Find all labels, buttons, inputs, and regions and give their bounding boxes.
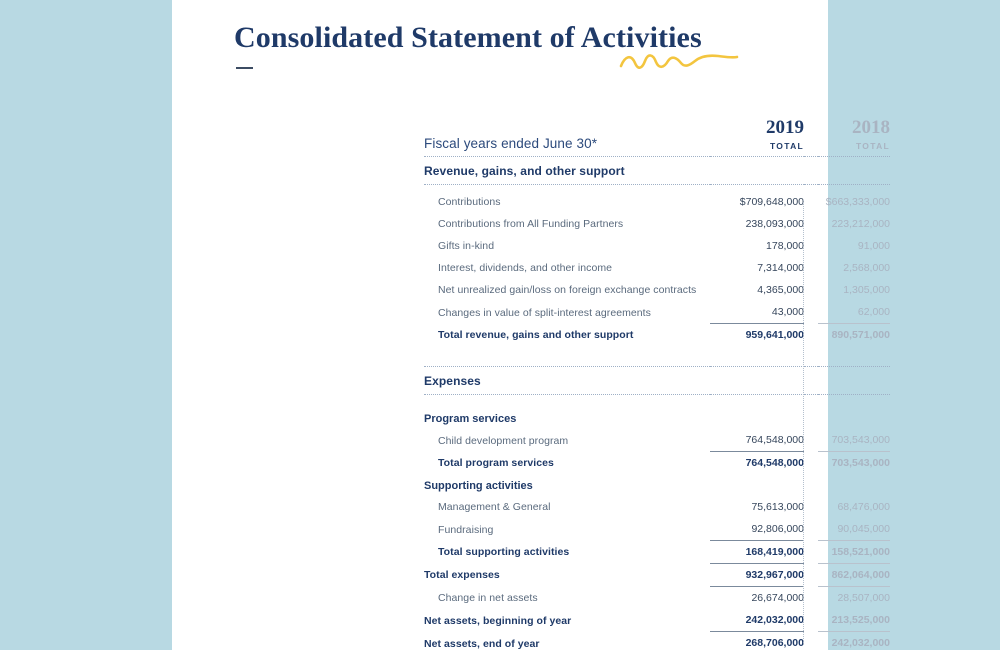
table-row: [424, 496, 890, 518]
table-header-row: [424, 118, 890, 156]
financial-statement-table: [424, 118, 890, 650]
row-value-2018: 62,000: [857, 306, 890, 319]
row-value-2018: 28,507,000: [837, 592, 890, 605]
row-value-2019: 168,419,000: [710, 541, 804, 564]
row-label: Change in net assets: [438, 592, 538, 605]
table-row-total: [424, 324, 890, 347]
row-label: Child development program: [438, 434, 569, 447]
row-label: Changes in value of split-interest agreements: [438, 306, 651, 319]
table-row: [424, 235, 890, 257]
table-row-total: [424, 564, 890, 587]
table-row-total: [424, 609, 890, 632]
row-value-2018: 2,568,000: [843, 262, 890, 275]
table-row-total: [424, 541, 890, 564]
subsection-header-program-services: [424, 407, 890, 429]
row-label: Interest, dividends, and other income: [438, 262, 613, 275]
table-row: [424, 191, 890, 213]
section-header-expenses-label: Expenses: [424, 366, 890, 394]
row-value-2019: 242,032,000: [745, 614, 804, 627]
row-value-2018: $663,333,000: [825, 196, 890, 209]
year-sublabel-2019: TOTAL: [769, 140, 804, 151]
table-row: [424, 587, 890, 610]
row-value-2018: 158,521,000: [818, 541, 890, 564]
table-row-total-final: [424, 632, 890, 650]
table-row-total: [424, 452, 890, 475]
fiscal-year-label: Fiscal years ended June 30*: [424, 135, 598, 151]
column-divider: [803, 200, 804, 645]
row-value-2018: 223,212,000: [831, 218, 890, 231]
row-label: Total program services: [438, 457, 554, 470]
row-value-2019: 932,967,000: [710, 564, 804, 587]
subsection-header-supporting-activities: [424, 474, 890, 496]
row-label: Fundraising: [438, 523, 494, 536]
row-label: Contributions: [438, 196, 501, 209]
row-label: Gifts in-kind: [438, 240, 495, 253]
subsection-label: Supporting activities: [424, 480, 533, 493]
row-value-2019: $709,648,000: [739, 196, 804, 209]
row-label: Net assets, beginning of year: [424, 614, 572, 627]
row-value-2019: 43,000: [771, 306, 804, 319]
row-value-2018: 890,571,000: [818, 324, 890, 347]
spacer: [424, 359, 890, 366]
row-label: Net assets, end of year: [424, 637, 540, 650]
row-value-2019: 7,314,000: [757, 262, 804, 275]
row-value-2018: 213,525,000: [831, 614, 890, 627]
row-label: Management & General: [438, 501, 551, 514]
row-value-2018: 90,045,000: [837, 523, 890, 536]
row-value-2018: 68,476,000: [837, 501, 890, 514]
row-value-2019: 959,641,000: [710, 324, 804, 347]
year-sublabel-2018: TOTAL: [855, 140, 890, 151]
section-header-expenses: [424, 366, 890, 394]
column-header-2019: [710, 118, 804, 156]
table-row: [424, 301, 890, 324]
row-value-2018: 242,032,000: [818, 632, 890, 650]
year-label-2019: 2019: [766, 117, 804, 138]
row-label: Total expenses: [424, 569, 500, 582]
section-header-revenue: [424, 156, 890, 184]
table-row: [424, 213, 890, 235]
row-value-2019: 92,806,000: [751, 523, 804, 536]
table-row: [424, 257, 890, 279]
table-row: [424, 429, 890, 452]
page-title: Consolidated Statement of Activities: [234, 21, 702, 54]
row-label: Total supporting activities: [438, 546, 570, 559]
column-gap: [804, 118, 818, 156]
row-value-2019: 26,674,000: [751, 592, 804, 605]
statement-table-wrapper: [424, 118, 890, 650]
row-value-2019: 268,706,000: [710, 632, 804, 650]
row-value-2019: 178,000: [766, 240, 804, 253]
table-row: [424, 279, 890, 301]
row-label: Net unrealized gain/loss on foreign exchange contracts: [438, 284, 697, 297]
row-value-2018: 91,000: [857, 240, 890, 253]
row-label: Contributions from All Funding Partners: [438, 218, 624, 231]
row-value-2018: 703,543,000: [831, 434, 890, 447]
title-block: [234, 20, 794, 56]
spacer: [424, 346, 890, 359]
title-divider-dash: [236, 67, 253, 69]
row-value-2019: 238,093,000: [745, 218, 804, 231]
row-value-2018: 703,543,000: [818, 452, 890, 475]
year-label-2018: 2018: [852, 117, 890, 138]
row-value-2019: 764,548,000: [745, 434, 804, 447]
section-header-revenue-label: Revenue, gains, and other support: [424, 156, 890, 184]
row-value-2018: 862,064,000: [818, 564, 890, 587]
table-row: [424, 518, 890, 541]
row-value-2019: 764,548,000: [710, 452, 804, 475]
spacer: [424, 394, 890, 407]
document-panel: [172, 0, 890, 650]
row-label: Total revenue, gains and other support: [438, 329, 634, 342]
subsection-label: Program services: [424, 413, 517, 426]
row-value-2018: 1,305,000: [843, 284, 890, 297]
spacer: [424, 184, 890, 191]
row-value-2019: 75,613,000: [751, 501, 804, 514]
column-header-2018: [818, 118, 890, 156]
row-value-2019: 4,365,000: [757, 284, 804, 297]
